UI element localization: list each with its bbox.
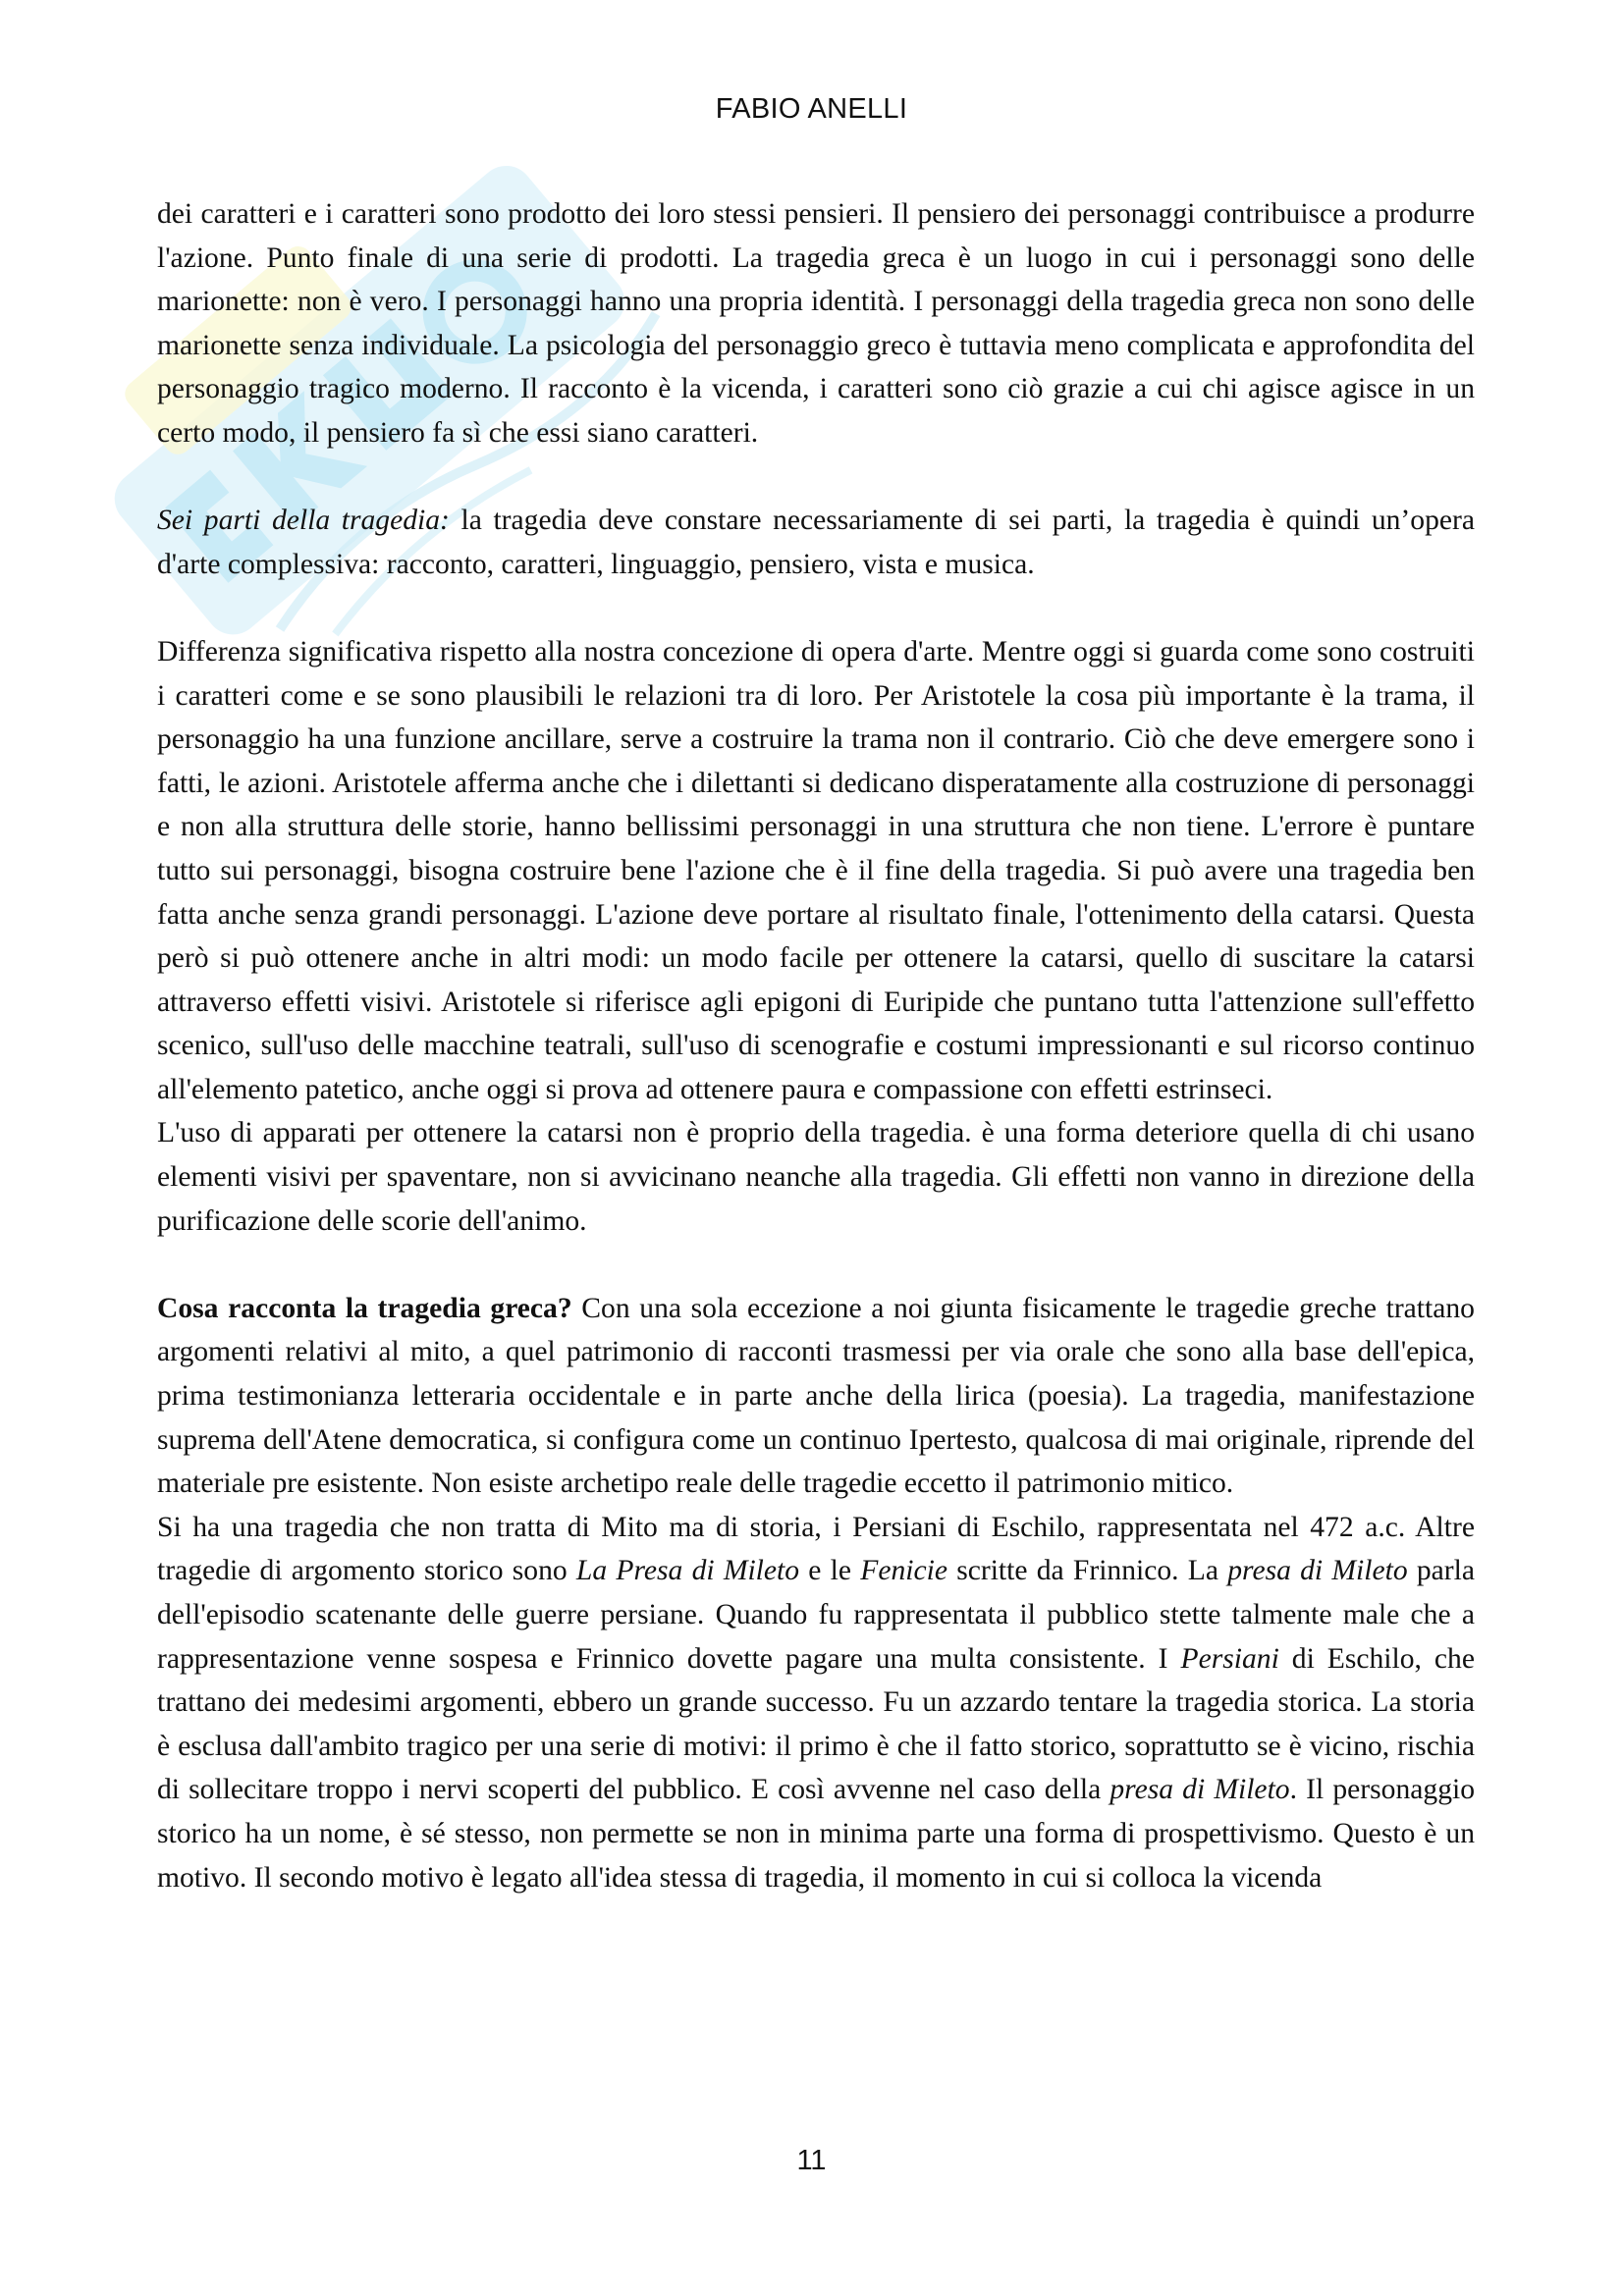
paragraph-2-italic-heading: Sei parti della tragedia: — [157, 505, 450, 537]
paragraph-6-italic-1: La Presa di Mileto — [575, 1555, 800, 1587]
paragraph-5 — [157, 1287, 1475, 1506]
paragraph-6-italic-5: presa di Mileto — [1109, 1774, 1290, 1806]
paragraph-6-italic-2: Fenicie — [860, 1555, 947, 1587]
document-body — [157, 192, 1475, 1899]
paragraph-6-text-4: parla dell'episodio scatenante delle guerre persiane. Quando fu rappresentata il pubblico stette talmente male che a rappresentazione venne sospesa e Frinnico dovette pagare una multa consistente. I — [157, 1555, 1476, 1675]
paragraph-6-text-1: Si ha una tragedia che non tratta di Mito ma di storia, i Persiani di Eschilo, rappresentata nel 472 a.c. Altre tragedie di argomento storico sono — [157, 1511, 1475, 1587]
paragraph-6-text-6: . Il personaggio storico ha un nome, è sé stesso, non permette se non in minima parte una forma di prospettivismo. Questo è un motivo. Il secondo motivo è legato all'idea stessa di tragedia, il momento in cui si colloca la vicenda — [157, 1774, 1476, 1894]
paragraph-5-bold-heading: Cosa racconta la tragedia greca? — [157, 1292, 572, 1324]
page-number: 11 — [796, 2145, 827, 2176]
paragraph-6 — [157, 1506, 1475, 1899]
paragraph-6-text-5: di Eschilo, che trattano dei medesimi argomenti, ebbero un grande successo. Fu un azzardo tentare la tragedia storica. La storia è esclusa dall'ambito tragico per una serie di motivi: il primo è che il fatto storico, soprattutto se è vicino, rischia di sollecitare troppo i nervi scoperti del pubblico. E così avvenne nel caso della — [157, 1642, 1475, 1806]
paragraph-6-italic-4: Persiani — [1180, 1642, 1279, 1675]
paragraph-6-text-2: e le — [799, 1555, 861, 1587]
paragraph-1: dei caratteri e i caratteri sono prodotto dei loro stessi pensieri. Il pensiero dei personaggi contribuisce a produrre l'azione. Punto finale di una serie di prodotti. La tragedia greca è un luogo in cui i personaggi sono delle marionette: non è vero. I personaggi hanno una propria identità. I personaggi della tragedia greca non sono delle marionette senza individuale. La psicologia del personaggio greco è tuttavia meno complicata e approfondita del personaggio tragico moderno. Il racconto è la vicenda, i caratteri sono ciò grazie a cui chi agisce agisce in un certo modo, il pensiero fa sì che essi siano caratteri. — [157, 198, 1475, 449]
paragraph-2 — [157, 499, 1475, 586]
paragraph-6-italic-3: presa di Mileto — [1227, 1555, 1408, 1587]
paragraph-6-text-3: scritte da Frinnico. La — [947, 1555, 1228, 1587]
page-header-author: FABIO ANELLI — [715, 93, 908, 125]
paragraph-3: Differenza significativa rispetto alla nostra concezione di opera d'arte. Mentre oggi si guarda come sono costruiti i caratteri come e se sono plausibili le relazioni tra di loro. Per Aristotele la cosa più importante è la trama, il personaggio ha una funzione ancillare, serve a costruire la trama non il contrario. Ciò che deve emergere sono i fatti, le azioni. Aristotele afferma anche che i dilettanti si dedicano disperatamente alla costruzione di personaggi e non alla struttura delle storie, hanno bellissimi personaggi in una struttura che non tiene. L'errore è puntare tutto sui personaggi, bisogna costruire bene l'azione che è il fine della tragedia. Si può avere una tragedia ben fatta anche senza grandi personaggi. L'azione deve portare al risultato finale, l'ottenimento della catarsi. Questa però si può ottenere anche in altri modi: un modo facile per ottenere la catarsi, quello di suscitare la catarsi attraverso effetti visivi. Aristotele si riferisce agli epigoni di Euripide che puntano tutta l'attenzione sull'effetto scenico, sull'uso delle macchine teatrali, sull'uso di scenografie e costumi impressionanti e sul ricorso continuo all'elemento patetico, anche oggi si prova ad ottenere paura e compassione con effetti estrinseci. — [157, 635, 1475, 1105]
paragraph-2-text: la tragedia deve constare necessariamente di sei parti, la tragedia è quindi un’opera d'arte complessiva: racconto, caratteri, linguaggio, pensiero, vista e musica. — [157, 505, 1476, 580]
paragraph-5-text: Con una sola eccezione a noi giunta fisicamente le tragedie greche trattano argomenti relativi al mito, a quel patrimonio di racconti trasmessi per via orale che sono alla base dell'epica, prima testimonianza letteraria occidentale e in parte anche della lirica (poesia). La tragedia, manifestazione suprema dell'Atene democratica, si configura come un continuo Ipertesto, qualcosa di mai originale, riprende del materiale pre esistente. Non esiste archetipo reale delle tragedie eccetto il patrimonio mitico. — [157, 1292, 1475, 1500]
paragraph-4: L'uso di apparati per ottenere la catarsi non è proprio della tragedia. è una forma deteriore quella di chi usano elementi visivi per spaventare, non si avvicinano neanche alla tragedia. Gli effetti non vanno in direzione della purificazione delle scorie dell'animo. — [157, 1117, 1475, 1237]
